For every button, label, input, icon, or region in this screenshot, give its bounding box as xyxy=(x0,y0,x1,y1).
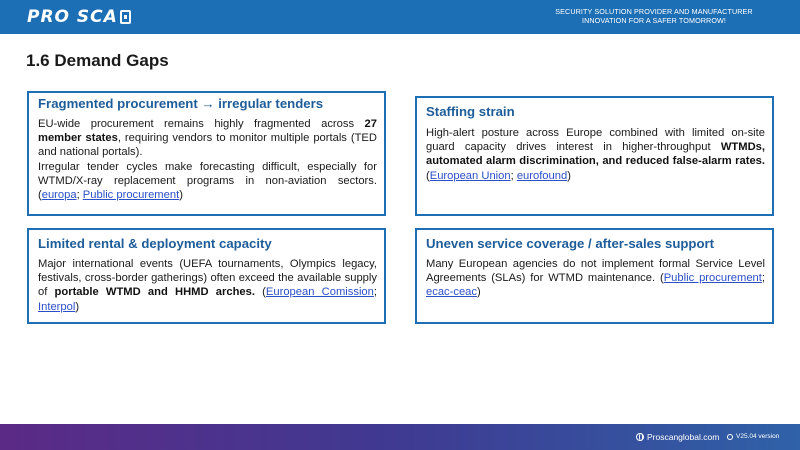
source-link-ecac-ceac[interactable]: ecac-ceac xyxy=(426,286,477,299)
tagline-line-2: INNOVATION FOR A SAFER TOMORROW! xyxy=(581,16,727,25)
footer-site-text: Proscanglobal.com xyxy=(647,432,720,442)
source-link-european-union[interactable]: European Union xyxy=(429,169,511,182)
source-link-europa[interactable]: europa xyxy=(41,189,77,202)
card-text: Major international events (UEFA tournaments, Olympics legacy, festivals, cross-border gatherings) often exceed the available supply of xyxy=(38,258,377,299)
page-title: 1.6 Demand Gaps xyxy=(26,51,169,70)
card-text-bold: 27 member states xyxy=(38,118,377,145)
card-text: ; xyxy=(761,272,765,285)
card-text: ( xyxy=(254,286,266,299)
card-text: ) xyxy=(477,286,481,299)
brand-logo[interactable] xyxy=(27,7,131,27)
card-text: EU-wide procurement remains highly fragmented across xyxy=(38,118,365,130)
source-link-eurofound[interactable]: eurofound xyxy=(516,169,568,182)
card-text: Many European agencies do not implement formal Service Level Agreements (SLAs) for WTMD maintenance. ( xyxy=(426,258,765,285)
source-link-interpol[interactable]: Interpol xyxy=(38,300,76,313)
footer-version-text: V25.04 version xyxy=(736,433,780,440)
card-title: Staffing strain xyxy=(426,104,515,119)
card-text: ; xyxy=(373,286,377,299)
card-text: ) xyxy=(75,300,80,313)
card-service-coverage xyxy=(415,228,774,324)
card-title: Fragmented procurement → irregular tenders xyxy=(38,96,324,111)
card-text: , requiring vendors to monitor multiple portals (TED and national portals). xyxy=(38,132,377,159)
card-text: ; xyxy=(76,189,83,202)
card-text: ) xyxy=(567,169,571,182)
source-link-public-procurement[interactable]: Public procurement xyxy=(663,272,762,285)
footer-bar xyxy=(0,424,800,450)
footer-version xyxy=(727,433,779,440)
card-text: ) xyxy=(179,189,183,202)
card-rental-capacity xyxy=(27,228,386,324)
card-title: Limited rental & deployment capacity xyxy=(38,236,272,251)
card-text: Irregular tender cycles make forecasting difficult, especially for WTMD/X-ray replacement programs in non-aviation sectors. ( xyxy=(38,160,377,202)
card-title: Uneven service coverage / after-sales support xyxy=(426,236,715,251)
card-staffing-strain xyxy=(415,96,774,216)
header-bar xyxy=(0,0,800,34)
card-text: ( xyxy=(426,169,430,182)
card-body xyxy=(426,126,765,183)
card-text-bold: portable WTMD and HHMD arches. xyxy=(54,286,255,299)
version-icon xyxy=(727,434,733,440)
card-text: ; xyxy=(510,169,517,182)
header-tagline xyxy=(534,7,774,25)
source-link-european-comission[interactable]: European Comission xyxy=(265,286,374,299)
card-text: High-alert posture across Europe combined with limited on-site guard capacity drives interest in higher-throughput xyxy=(426,127,765,154)
card-text-bold: WTMDs, automated alarm discrimination, and reduced false-alarm rates. xyxy=(426,141,765,168)
logo-text: PRO SCA xyxy=(27,7,118,27)
footer-website-link[interactable] xyxy=(636,432,719,442)
source-link-public-procurement[interactable]: Public procurement xyxy=(82,189,180,202)
card-body xyxy=(38,117,377,202)
tagline-line-1: SECURITY SOLUTION PROVIDER AND MANUFACTURER xyxy=(555,7,753,16)
logo-mark-icon xyxy=(120,10,131,24)
card-body xyxy=(38,257,377,314)
globe-icon xyxy=(636,433,644,441)
card-body xyxy=(426,257,765,300)
card-fragmented-procurement xyxy=(27,91,386,216)
